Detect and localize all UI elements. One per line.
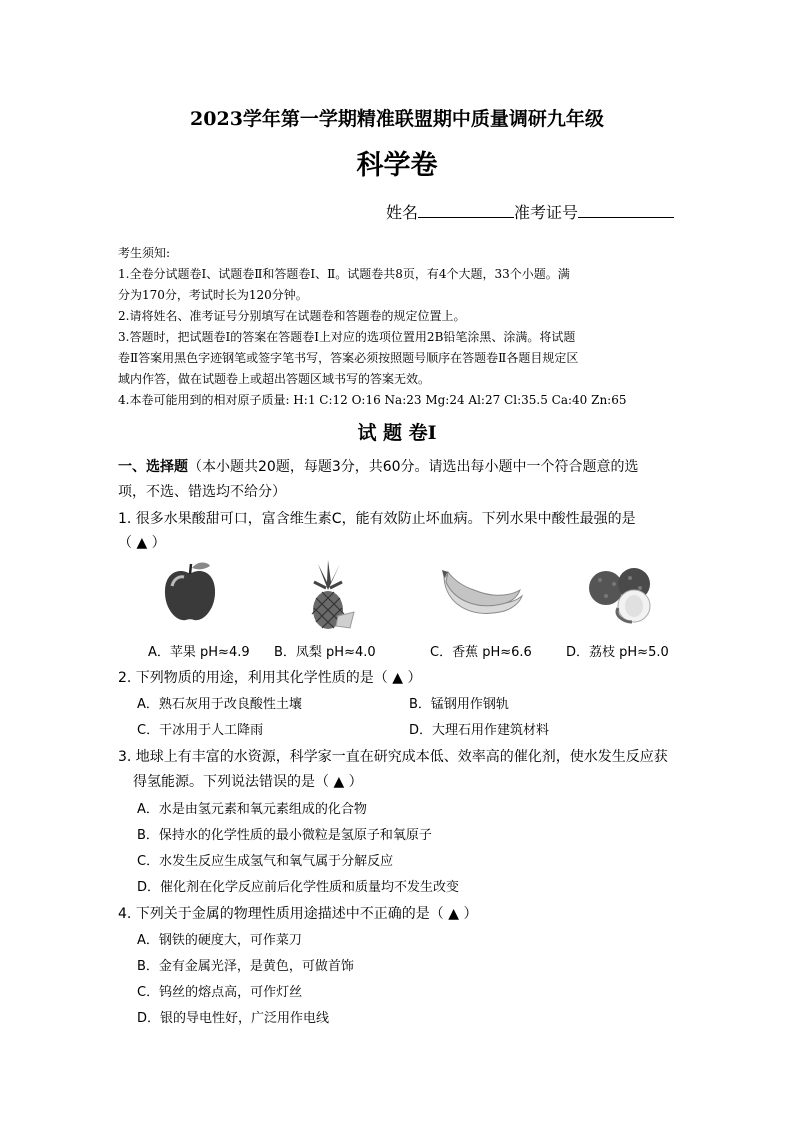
name-label: 姓名	[385, 203, 418, 222]
banana-image	[440, 560, 524, 624]
question-1-option-a[interactable]: A．苹果 pH≈4.9	[148, 645, 250, 660]
section-title: 试 题 卷Ⅰ	[357, 422, 437, 444]
question-3-option-b[interactable]: B．保持水的化学性质的最小微粒是氢原子和氧原子	[137, 828, 432, 843]
notice-line: 卷Ⅱ答案用黑色字迹钢笔或签字笔书写，答案必须按照题号顺序在答题卷Ⅱ各题目规定区	[118, 351, 579, 365]
part-desc: （本小题共20题，每题3分，共60分。请选出每小题中一个符合题意的选	[188, 459, 639, 475]
pineapple-image	[300, 560, 356, 630]
notice-line: 3.答题时，把试题卷Ⅰ的答案在答题卷Ⅰ上对应的选项位置用2B铅笔涂黑、涂满。将试题	[118, 330, 576, 344]
question-3-option-a[interactable]: A．水是由氢元素和氧元素组成的化合物	[137, 802, 367, 817]
part-instructions	[118, 456, 639, 476]
question-4-option-a[interactable]: A．钢铁的硬度大，可作菜刀	[137, 933, 302, 948]
name-blank[interactable]	[418, 203, 514, 218]
exam-title: 2023学年第一学期精准联盟期中质量调研九年级	[190, 108, 604, 130]
id-blank[interactable]	[578, 203, 674, 218]
question-2-option-b[interactable]: B．锰钢用作钢轨	[409, 697, 509, 712]
question-1-option-d[interactable]: D．荔枝 pH≈5.0	[566, 645, 669, 660]
question-3-stem: 3. 地球上有丰富的水资源，科学家一直在研究成本低、效率高的催化剂，使水发生反应获	[118, 749, 668, 765]
question-1-option-c[interactable]: C．香蕉 pH≈6.6	[430, 645, 532, 660]
apple-image	[160, 560, 220, 624]
question-2-option-d[interactable]: D．大理石用作建筑材料	[409, 723, 550, 738]
notice-line: 1.全卷分试题卷Ⅰ、试题卷Ⅱ和答题卷Ⅰ、Ⅱ。试题卷共8页，有4个大题，33个小题。满	[118, 267, 570, 281]
question-3-option-d[interactable]: D．催化剂在化学反应前后化学性质和质量均不发生改变	[137, 880, 460, 895]
question-1-option-b[interactable]: B．凤梨 pH≈4.0	[274, 645, 376, 660]
question-4-option-c[interactable]: C．钨丝的熔点高，可作灯丝	[137, 985, 303, 1000]
question-2-stem: 2. 下列物质的用途，利用其化学性质的是（ ▲ ）	[118, 670, 422, 686]
subject-title: 科学卷	[356, 150, 438, 181]
part-label: 一、选择题	[118, 459, 188, 475]
notice-line: 4.本卷可能用到的相对原子质量: H:1 C:12 O:16 Na:23 Mg:24 Al:27 Cl:35.5 Ca:40 Zn:65	[118, 393, 627, 407]
candidate-info-line	[386, 200, 674, 223]
lychee-image	[584, 560, 658, 624]
question-3-option-c[interactable]: C．水发生反应生成氢气和氧气属于分解反应	[137, 854, 394, 869]
question-3-stem-cont: 得氢能源。下列说法错误的是（ ▲ ）	[133, 774, 363, 790]
notice-heading: 考生须知:	[118, 246, 171, 260]
notice-line: 分为170分，考试时长为120分钟。	[118, 288, 308, 302]
question-4-option-d[interactable]: D．银的导电性好，广泛用作电线	[137, 1011, 330, 1026]
question-4-option-b[interactable]: B．金有金属光泽，是黄色，可做首饰	[137, 959, 354, 974]
question-4-stem: 4. 下列关于金属的物理性质用途描述中不正确的是（ ▲ ）	[118, 906, 478, 922]
question-2-option-c[interactable]: C．干冰用于人工降雨	[137, 723, 264, 738]
question-1-answer-slot: （ ▲ ）	[118, 535, 166, 551]
notice-line: 2.请将姓名、准考证号分别填写在试题卷和答题卷的规定位置上。	[118, 309, 466, 323]
notice-line: 域内作答，做在试题卷上或超出答题区域书写的答案无效。	[118, 372, 431, 386]
part-desc-cont: 项，不选、错选均不给分）	[118, 484, 286, 500]
question-1-stem: 1. 很多水果酸甜可口，富含维生素C，能有效防止坏血病。下列水果中酸性最强的是	[118, 511, 636, 527]
id-label: 准考证号	[513, 203, 578, 222]
question-2-option-a[interactable]: A．熟石灰用于改良酸性土壤	[137, 697, 302, 712]
